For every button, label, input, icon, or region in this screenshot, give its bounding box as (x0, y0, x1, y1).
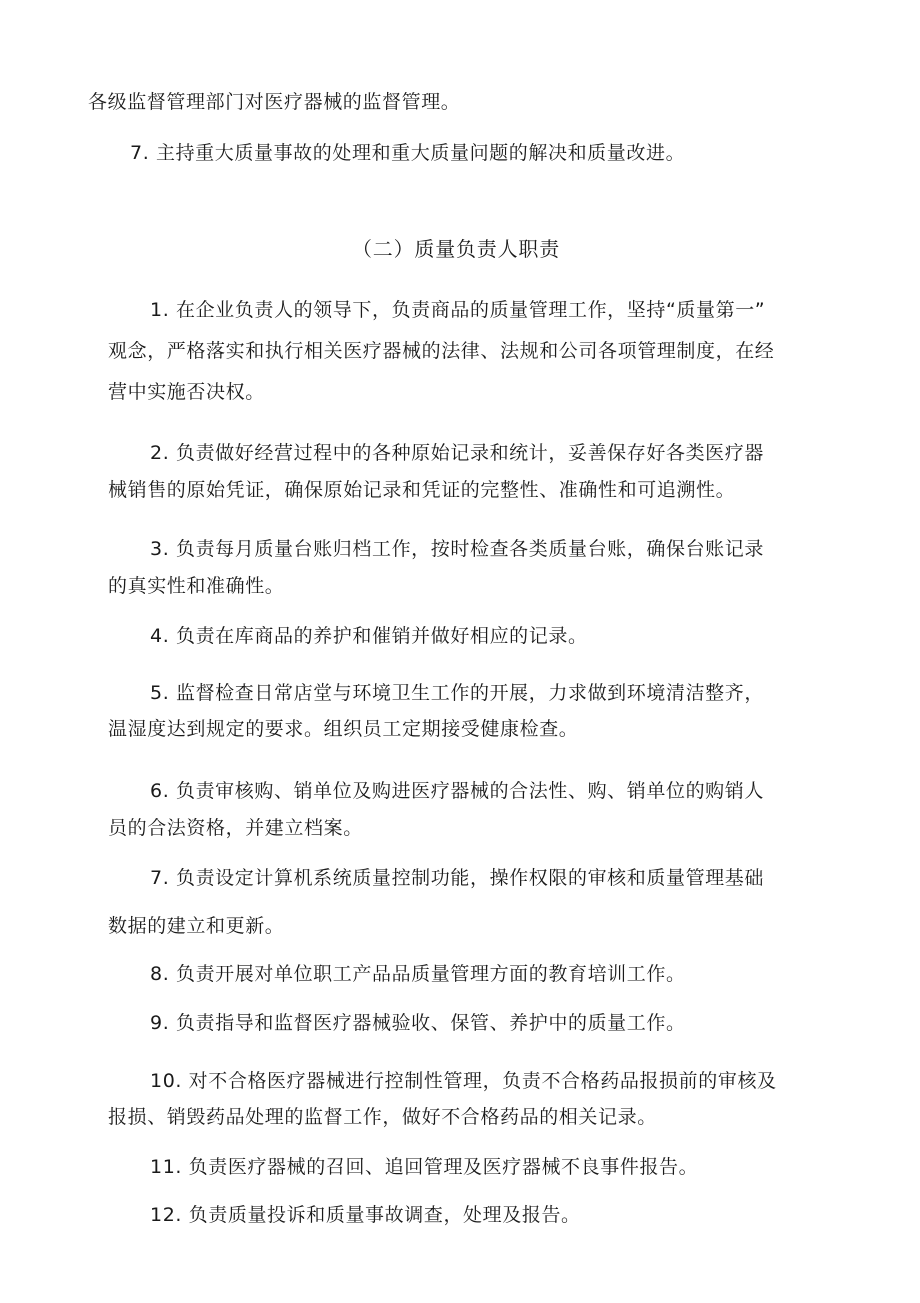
list-item-line: 11. 负责医疗器械的召回、追回管理及医疗器械不良事件报告。 (150, 1156, 699, 1178)
list-item-line: 6. 负责审核购、销单位及购进医疗器械的合法性、购、销单位的购销人 (150, 780, 764, 802)
list-item-line: 9. 负责指导和监督医疗器械验收、保管、养护中的质量工作。 (150, 1012, 686, 1034)
list-item-line: 温湿度达到规定的要求。组织员工定期接受健康检查。 (108, 718, 579, 740)
list-item-line: 数据的建立和更新。 (108, 915, 285, 937)
list-item-line: 12. 负责质量投诉和质量事故调查，处理及报告。 (150, 1204, 581, 1226)
intro-continuation-text: 各级监督管理部门对医疗器械的监督管理。 (88, 91, 461, 113)
list-item-line: 的真实性和准确性。 (108, 575, 285, 597)
list-item-line: 8. 负责开展对单位职工产品品质量管理方面的教育培训工作。 (150, 963, 686, 985)
list-item-line: 3. 负责每月质量台账归档工作，按时检查各类质量台账，确保台账记录 (150, 538, 764, 560)
list-item-line: 4. 负责在库商品的养护和催销并做好相应的记录。 (150, 625, 588, 647)
list-item-line: 5. 监督检查日常店堂与环境卫生工作的开展，力求做到环境清洁整齐， (150, 682, 764, 704)
list-item-line: 1. 在企业负责人的领导下，负责商品的质量管理工作，坚持“质量第一” (150, 299, 766, 321)
list-item-line: 报损、销毁药品处理的监督工作，做好不合格药品的相关记录。 (108, 1106, 657, 1128)
intro-item-7-text: 7. 主持重大质量事故的处理和重大质量问题的解决和质量改进。 (130, 142, 686, 164)
list-item-line: 10. 对不合格医疗器械进行控制性管理，负责不合格药品报损前的审核及 (150, 1070, 777, 1092)
list-item-line: 营中实施否决权。 (108, 381, 265, 403)
list-item-line: 员的合法资格，并建立档案。 (108, 817, 363, 839)
list-item-line: 观念，严格落实和执行相关医疗器械的法律、法规和公司各项管理制度，在经 (108, 340, 775, 362)
list-item-line: 7. 负责设定计算机系统质量控制功能，操作权限的审核和质量管理基础 (150, 867, 764, 889)
section-title: （二）质量负责人职责 (352, 237, 560, 261)
list-item-line: 械销售的原始凭证，确保原始记录和凭证的完整性、准确性和可追溯性。 (108, 479, 736, 501)
list-item-line: 2. 负责做好经营过程中的各种原始记录和统计，妥善保存好各类医疗器 (150, 442, 764, 464)
